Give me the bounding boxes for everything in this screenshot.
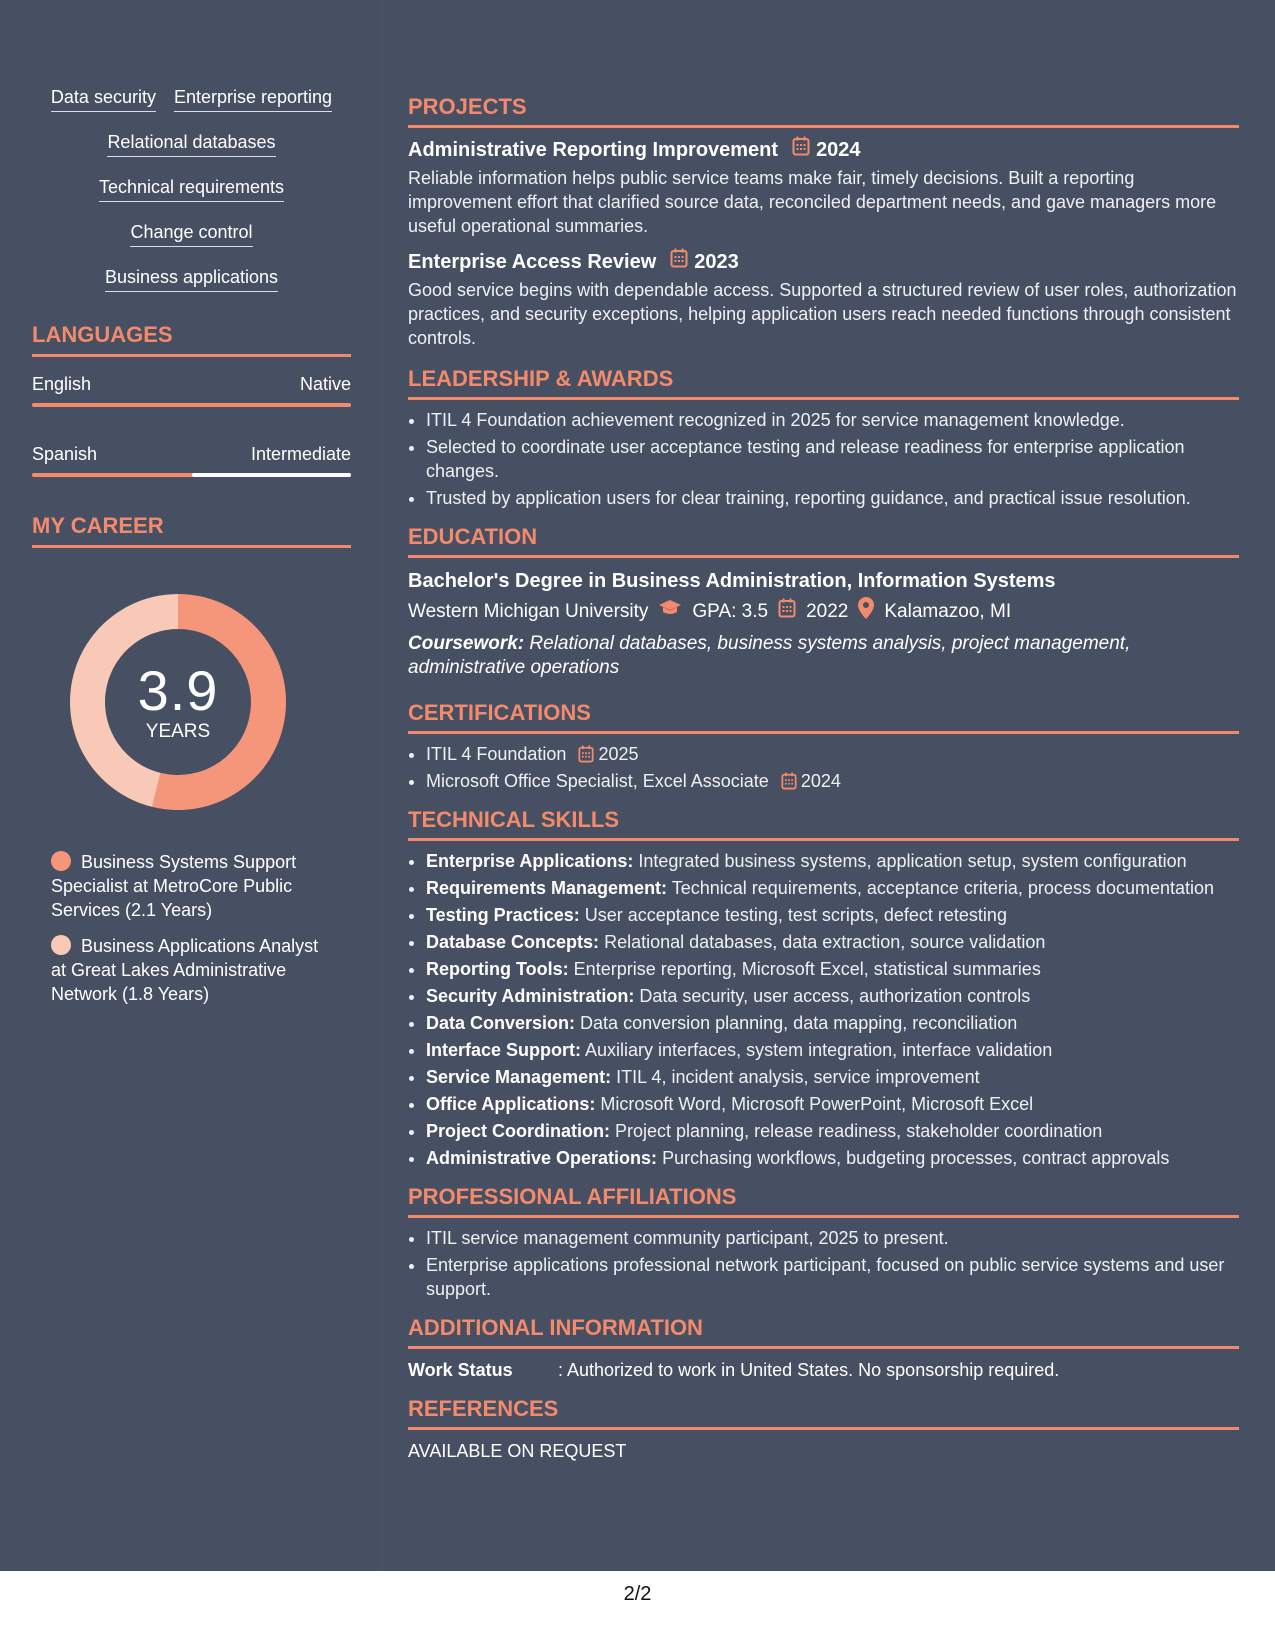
skill-tag: Data security	[51, 86, 156, 112]
technical-skill-item	[426, 1065, 1239, 1089]
language-name: English	[32, 374, 92, 394]
career-legend-label: Business Systems Support Specialist at MetroCore Public Services (2.1 Years)	[51, 852, 297, 920]
language-bar	[32, 473, 351, 477]
list-item: • Enterprise applications professional network participant, focused on public service systems and user support.	[426, 1253, 1239, 1301]
calendar-icon	[792, 136, 810, 163]
technical-skill-value: Data conversion planning, data mapping, reconciliation	[580, 1013, 1018, 1033]
certification-name: • ITIL 4 Foundation	[426, 744, 567, 764]
technical-skill-value: Technical requirements, acceptance criteria, process documentation	[671, 878, 1215, 898]
certification-year: 2025	[598, 744, 639, 764]
technical-skill-item	[426, 903, 1239, 927]
tag-row	[32, 266, 351, 292]
additional-info-key: Work Status	[408, 1360, 513, 1380]
tag-row	[32, 86, 351, 112]
technical-skill-value: Integrated business systems, application setup, system configuration	[638, 851, 1187, 871]
technical-skill-item	[426, 1146, 1239, 1170]
left-column	[32, 86, 351, 1018]
language-entry	[32, 373, 351, 407]
career-donut-chart	[66, 590, 290, 814]
project-entry	[408, 136, 1239, 238]
technical-skill-item	[426, 984, 1239, 1008]
technical-skill-value: User acceptance testing, test scripts, defect retesting	[584, 905, 1007, 925]
education-location: Kalamazoo, MI	[884, 601, 1012, 622]
list-item: • ITIL service management community participant, 2025 to present.	[426, 1226, 1239, 1250]
additional-info-heading: ADDITIONAL INFORMATION	[408, 1315, 1239, 1349]
coursework-text: Relational databases, business systems analysis, project management, administrative operations	[408, 633, 1131, 678]
technical-skill-item	[426, 849, 1239, 873]
education-gpa: GPA: 3.5	[692, 601, 769, 622]
leadership-list	[408, 408, 1239, 510]
calendar-icon	[578, 745, 594, 763]
technical-skill-label: Reporting Tools:	[426, 959, 569, 979]
project-title: Administrative Reporting Improvement	[408, 138, 779, 161]
career-total: 3.9	[137, 659, 219, 722]
career-legend-label: Business Applications Analyst at Great Lakes Administrative Network (1.8 Years)	[51, 936, 319, 1004]
technical-skill-label: Data Conversion:	[426, 1013, 576, 1033]
leadership-heading: LEADERSHIP & AWARDS	[408, 366, 1239, 400]
legend-dot-icon	[51, 851, 71, 871]
tag-row	[32, 176, 351, 202]
technical-skills-heading: TECHNICAL SKILLS	[408, 807, 1239, 841]
certification-item	[426, 742, 1239, 766]
language-level: Native	[299, 374, 351, 394]
tag-row	[32, 131, 351, 157]
references-heading: REFERENCES	[408, 1396, 1239, 1430]
certification-name: • Microsoft Office Specialist, Excel Associate	[426, 771, 769, 791]
project-year: 2024	[816, 138, 861, 161]
page-footer	[0, 1571, 1275, 1650]
technical-skill-item	[426, 1119, 1239, 1143]
technical-skill-value: Purchasing workflows, budgeting processes, contract approvals	[662, 1148, 1170, 1168]
list-item: • Trusted by application users for clear training, reporting guidance, and practical issue resolution.	[426, 486, 1239, 510]
column-divider	[382, 0, 383, 1571]
technical-skill-label: Testing Practices:	[426, 905, 580, 925]
coursework-label: Coursework:	[408, 633, 525, 654]
career-heading: MY CAREER	[32, 513, 351, 548]
education-degree: Bachelor's Degree in Business Administration, Information Systems	[408, 570, 1056, 592]
technical-skill-label: Administrative Operations:	[426, 1148, 658, 1168]
technical-skill-value: Relational databases, data extraction, source validation	[604, 932, 1046, 952]
skill-tags	[32, 86, 351, 292]
skill-tag: Relational databases	[107, 131, 275, 157]
list-item: • ITIL 4 Foundation achievement recognized in 2025 for service management knowledge.	[426, 408, 1239, 432]
career-legend-item	[51, 934, 321, 1006]
technical-skill-label: Enterprise Applications:	[426, 851, 634, 871]
technical-skill-item	[426, 957, 1239, 981]
technical-skill-label: Database Concepts:	[426, 932, 600, 952]
technical-skills-list	[408, 849, 1239, 1170]
additional-info-row	[408, 1358, 1239, 1382]
skill-tag: Business applications	[105, 266, 278, 292]
education-heading: EDUCATION	[408, 524, 1239, 558]
project-title: Enterprise Access Review	[408, 250, 657, 273]
education-school: Western Michigan University	[408, 601, 649, 622]
tag-row	[32, 221, 351, 247]
career-legend-item	[51, 850, 321, 922]
education-coursework	[408, 632, 1239, 680]
project-entry	[408, 248, 1239, 350]
technical-skill-value: Project planning, release readiness, stakeholder coordination	[615, 1121, 1103, 1141]
technical-skill-item	[426, 1092, 1239, 1116]
technical-skill-item	[426, 1011, 1239, 1035]
technical-skill-label: Project Coordination:	[426, 1121, 610, 1141]
certification-year: 2024	[800, 771, 841, 791]
language-level: Intermediate	[250, 444, 351, 464]
skill-tag: Change control	[130, 221, 252, 247]
graduation-cap-icon	[658, 599, 682, 625]
calendar-icon	[778, 598, 796, 626]
location-pin-icon	[858, 597, 874, 627]
legend-dot-icon	[51, 935, 71, 955]
language-entry	[32, 443, 351, 477]
certifications-heading: CERTIFICATIONS	[408, 700, 1239, 734]
career-unit: YEARS	[145, 721, 211, 742]
technical-skill-label: Office Applications:	[426, 1094, 596, 1114]
technical-skill-item	[426, 876, 1239, 900]
certification-item	[426, 769, 1239, 793]
career-legend	[32, 850, 351, 1006]
additional-info-value: : Authorized to work in United States. No sponsorship required.	[558, 1360, 1060, 1380]
education-year: 2022	[806, 601, 849, 622]
technical-skill-value: Enterprise reporting, Microsoft Excel, statistical summaries	[573, 959, 1041, 979]
technical-skill-value: ITIL 4, incident analysis, service improvement	[616, 1067, 980, 1087]
affiliations-list	[408, 1226, 1239, 1301]
technical-skill-item	[426, 1038, 1239, 1062]
list-item: • Selected to coordinate user acceptance testing and release readiness for enterprise application changes.	[426, 435, 1239, 483]
project-description: Good service begins with dependable access. Supported a structured review of user roles, authorization practices, and security exceptions, helping application users reach needed functions through consistent controls.	[408, 280, 1237, 348]
skill-tag: Enterprise reporting	[174, 86, 332, 112]
page-number: 2/2	[623, 1583, 652, 1605]
languages-list	[32, 373, 351, 477]
project-year: 2023	[694, 250, 739, 273]
skill-tag: Technical requirements	[99, 176, 284, 202]
technical-skill-label: Requirements Management:	[426, 878, 668, 898]
projects-heading: PROJECTS	[408, 94, 1239, 128]
technical-skill-label: Security Administration:	[426, 986, 635, 1006]
calendar-icon	[670, 248, 688, 275]
technical-skill-value: Auxiliary interfaces, system integration, interface validation	[585, 1040, 1053, 1060]
references-text: AVAILABLE ON REQUEST	[408, 1441, 627, 1461]
language-name: Spanish	[32, 444, 98, 464]
calendar-icon	[781, 772, 797, 790]
technical-skill-value: Microsoft Word, Microsoft PowerPoint, Microsoft Excel	[600, 1094, 1034, 1114]
project-description: Reliable information helps public service teams make fair, timely decisions. Built a reporting improvement effort that clarified source data, reconciled department needs, and gave managers more useful operational summaries.	[408, 168, 1217, 236]
technical-skill-value: Data security, user access, authorization controls	[639, 986, 1031, 1006]
certifications-list	[408, 742, 1239, 793]
technical-skill-label: Interface Support:	[426, 1040, 582, 1060]
affiliations-heading: PROFESSIONAL AFFILIATIONS	[408, 1184, 1239, 1218]
technical-skill-item	[426, 930, 1239, 954]
education-details	[408, 597, 1239, 627]
languages-heading: LANGUAGES	[32, 322, 351, 357]
technical-skill-label: Service Management:	[426, 1067, 612, 1087]
right-column	[408, 94, 1239, 1463]
language-bar	[32, 403, 351, 407]
